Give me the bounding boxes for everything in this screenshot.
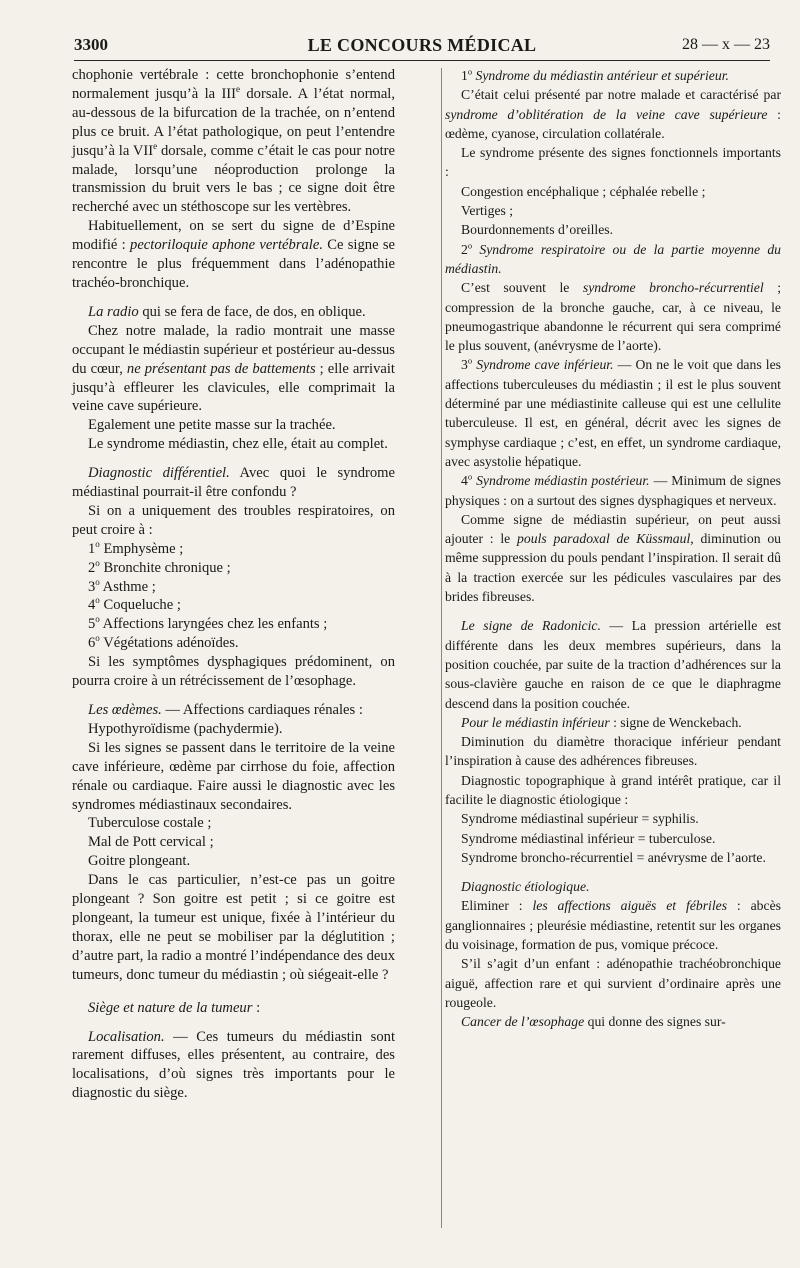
italic-text: Diagnostic étiologique. [461,879,590,895]
right-column [445,66,781,1032]
italic-text: Syndrome respiratoire ou de la partie moyenne du médiastin. [445,241,782,276]
superscript: o [95,595,100,606]
text-run: C’est souvent le [461,280,583,296]
text-run: Vertiges ; [461,203,514,219]
text-run: — Affections cardiaques rénales : [161,702,363,718]
text-run: Le syndrome médiastin, chez elle, était au complet. [88,436,388,453]
italic-text: syndrome broncho-récurrentiel [582,280,764,296]
italic-text: Diagnostic différentiel. [88,465,230,482]
text-run: 6 [88,635,96,652]
paragraph [72,653,395,691]
text-run: 5 [88,616,96,633]
text-run: Si les symptômes dysphagiques prédominent, on pourra croire à un rétrécissement de l’œsophage. [72,654,395,690]
paragraph [72,596,395,615]
paragraph [445,877,781,896]
running-header [74,30,770,61]
italic-text: La radio [88,303,139,320]
italic-text: Le signe de Radonicic. [461,618,601,634]
text-run: Syndrome médiastinal supérieur = syphilis. [461,811,699,827]
text-run: Hypothyroïdisme (pachydermie). [88,720,283,737]
superscript: o [95,538,100,549]
text-run: Comme signe de médiastin supérieur, on peut aussi ajouter : le [445,511,781,547]
text-run: : signe de Wenckebach. [609,714,742,730]
paragraph [445,240,781,279]
text-run: Si on a uniquement des troubles respiratoires, on peut croire à : [72,502,395,538]
paragraph [72,303,395,322]
text-run: 4 [461,473,468,489]
text-run: Syndrome médiastinal inférieur = tuberculose. [461,830,716,846]
paragraph [72,814,395,833]
paragraph [445,713,781,732]
paragraph [445,1012,781,1031]
paragraph [72,871,395,984]
text-run: 2 [461,241,468,257]
paragraph [445,278,781,355]
superscript: o [467,240,473,251]
paragraph [445,848,781,867]
paragraph [445,143,781,182]
text-run: Congestion encéphalique ; céphalée rebelle ; [461,183,706,199]
superscript: e [153,140,158,151]
paragraph [72,833,395,852]
text-run: Bronchite chronique ; [99,559,231,576]
text-run: qui donne des signes sur- [584,1014,726,1030]
text-run: 4 [88,597,96,614]
text-run: Diminution du diamètre thoracique inférieur pendant l’inspiration à cause des adhérences fibreuses. [445,734,781,769]
italic-text: Cancer de l’œsophage [461,1014,585,1030]
text-run: dorsale. A l’état normal, au-dessous de la bifurcation de la trachée, on n’entend plus ce bruit. A l’état pathologique, on peut l’entendre jusqu’à la VII [72,85,396,159]
text-run: ; elle arrivait jusqu’à effleurer les clavicules, elle comprimait la veine cave supérieure. [72,360,395,415]
paragraph [72,1028,395,1104]
text-run: Coqueluche ; [99,597,181,614]
text-run: 2 [88,559,96,576]
text-run: dorsale, comme c’était le cas pour notre malade, lorsqu’une néoproduction prolonge la transmission du bruit vers le bas ; ce signe doit être recherché avec un stéthoscope sur les vertèbres. [72,142,395,216]
paragraph [72,66,395,217]
text-run: Bourdonnements d’oreilles. [461,222,614,238]
column-divider [441,68,442,1228]
text-run: 3 [461,357,468,373]
paragraph [445,85,781,143]
text-run: Eliminer : [461,898,533,914]
italic-text: Pour le médiastin inférieur [461,714,610,730]
text-run: Ce signe se rencontre le plus fréquemment dans l’adénopathie trachéo-bronchique. [72,237,395,291]
italic-text: Les œdèmes. [88,702,162,718]
paragraph [445,896,781,954]
italic-text: syndrome d’oblitération de la veine cave supérieure [445,106,768,122]
paragraph [445,954,781,1012]
superscript: o [95,614,100,625]
text-run: , diminution ou même suppression du pouls pendant l’inspiration. Il serait dû à la traction exercée sur les pédicules vasculaires par des brides fibreuses. [445,531,782,605]
left-column [72,66,395,1103]
text-run: Si les signes se passent dans le territoire de la veine cave inférieure, œdème par cirrhose du foie, affection rénale ou cardiaque. Faire aussi le diagnostic avec les syndromes médiastinaux secondaires. [72,739,395,813]
text-run: Affections laryngées chez les enfants ; [99,616,328,633]
paragraph [72,720,395,739]
text-run: — Ces tumeurs du médiastin sont rarement diffuses, elles présentent, au contraire, des localisations, d’où signes très importants pour le diagnostic du siège. [72,1028,395,1102]
journal-title: LE CONCOURS MÉDICAL [307,34,537,55]
paragraph [445,829,781,848]
paragraph [445,355,781,471]
paragraph [72,615,395,634]
text-run: chophonie vertébrale : cette bronchophonie s’entend normalement jusqu’à la III [72,67,395,102]
text-run: Diagnostic topographique à grand intérêt pratique, car il facilite le diagnostic étiologique : [445,772,781,807]
paragraph [445,771,781,810]
italic-text: Siège et nature de la tumeur [88,999,253,1016]
paragraph [72,502,395,540]
italic-text: ne présentant pas de battements [126,360,316,377]
text-run: C’était celui présenté par notre malade et caractérisé par [461,87,781,103]
text-run: Emphysème ; [99,540,184,557]
paragraph [72,578,395,597]
text-run: — Minimum de signes physiques : on a surtout des signes dysphagiques et nerveux. [445,473,782,508]
text-run: Syndrome broncho-récurrentiel = anévrysme de l’aorte. [461,849,766,865]
paragraph [445,471,781,510]
text-run: : [252,999,261,1016]
italic-text: Syndrome médiastin postérieur. [476,473,650,489]
text-run: 1 [461,68,468,83]
paragraph [72,322,395,417]
italic-text: Syndrome du médiastin antérieur et supérieur. [475,68,729,83]
paragraph [72,739,395,815]
paragraph [72,852,395,871]
text-run: Goitre plongeant. [88,853,191,870]
paragraph [72,435,395,454]
paragraph [72,416,395,435]
text-run: Mal de Pott cervical ; [88,834,214,851]
text-run: Asthme ; [99,578,156,595]
superscript: e [236,84,241,95]
paragraph [445,182,781,201]
text-run: — On ne le voit que dans les affections tuberculeuses du médiastin ; il est le plus souvent déterminé par une médiastinite calleuse qui est une cellulite tuberculeuse. Il est, en général, décrit avec les signes de symphyse cardiaque ; c’est, en effet, un syndrome cardiaque, avec asystolie hépatique. [445,357,781,469]
paragraph [72,634,395,653]
text-run: Tuberculose costale ; [88,815,212,832]
text-run: : abcès ganglionnaires ; pleurésie médiastine, retentit sur les organes du voisinage, formation de pus, vomique précoce. [445,898,781,953]
text-run: — La pression artérielle est différente dans les deux membres supérieurs, dans la position couchée, par suite de la traction d’adhérences sur la sous-clavière gauche en raison de ce que le diaphragme descend dans la position couchée. [445,618,781,711]
text-run: qui se fera de face, de dos, en oblique. [138,303,366,320]
paragraph [445,510,781,606]
superscript: o [467,355,473,366]
superscript: o [95,576,100,587]
text-run: S’il s’agit d’un enfant : adénopathie trachéobronchique aiguë, affection rare et qui survient d’ordinaire après une rougeole. [445,956,781,1010]
paragraph [72,701,395,720]
italic-text: Localisation. [88,1028,165,1045]
paragraph [445,201,781,220]
italic-text: pectoriloquie aphone vertébrale. [130,237,323,254]
text-run: 1 [88,540,96,557]
page-number: 3300 [74,35,108,54]
paragraph [72,559,395,578]
paragraph [445,732,781,771]
superscript: o [95,633,100,644]
paragraph [445,66,781,85]
text-run: Dans le cas particulier, n’est-ce pas un goitre plongeant ? Son goitre est petit ; si ce goitre est plongeant, la tumeur est unique, fixée à l’intérieur du thorax, elle ne peut se mobiliser par la déglutition ; d’autre part, la radio a montré l’indépendance des deux tumeurs, donc tumeur du médiastin ; où siégeait-elle ? [72,872,395,983]
paragraph [72,464,395,502]
paragraph [72,217,395,293]
paragraph [72,999,395,1018]
text-run: Chez notre malade, la radio montrait une masse occupant le médiastin supérieur et postérieur au-dessus du cœur, [72,322,395,377]
paragraph [72,540,395,559]
paragraph [445,809,781,828]
paragraph [445,220,781,239]
issue-date: 28 — x — 23 [682,36,770,53]
italic-text: pouls paradoxal de Küssmaul [517,531,691,547]
text-run: ; compression de la bronche gauche, car, à ce niveau, le pneumogastrique abandonne le récurrent qui sera comprimé le plus souvent, (anévrysme de l’aorte). [445,280,781,354]
italic-text: Syndrome cave inférieur. [476,357,614,373]
superscript: o [467,471,473,482]
text-run: Egalement une petite masse sur la trachée. [88,417,336,434]
text-run: Le syndrome présente des signes fonctionnels importants : [445,145,781,180]
superscript: o [95,557,100,568]
paragraph [445,616,781,712]
superscript: o [467,66,473,77]
text-run: Habituellement, on se sert du signe de d’Espine modifié : [72,218,395,254]
text-run: Avec quoi le syndrome médiastinal pourrait-il être confondu ? [72,465,395,501]
text-run: Végétations adénoïdes. [99,635,239,652]
italic-text: les affections aiguës et fébriles [532,898,728,914]
text-run: 3 [88,578,96,595]
text-run: : œdème, cyanose, circulation collatérale. [445,106,781,141]
